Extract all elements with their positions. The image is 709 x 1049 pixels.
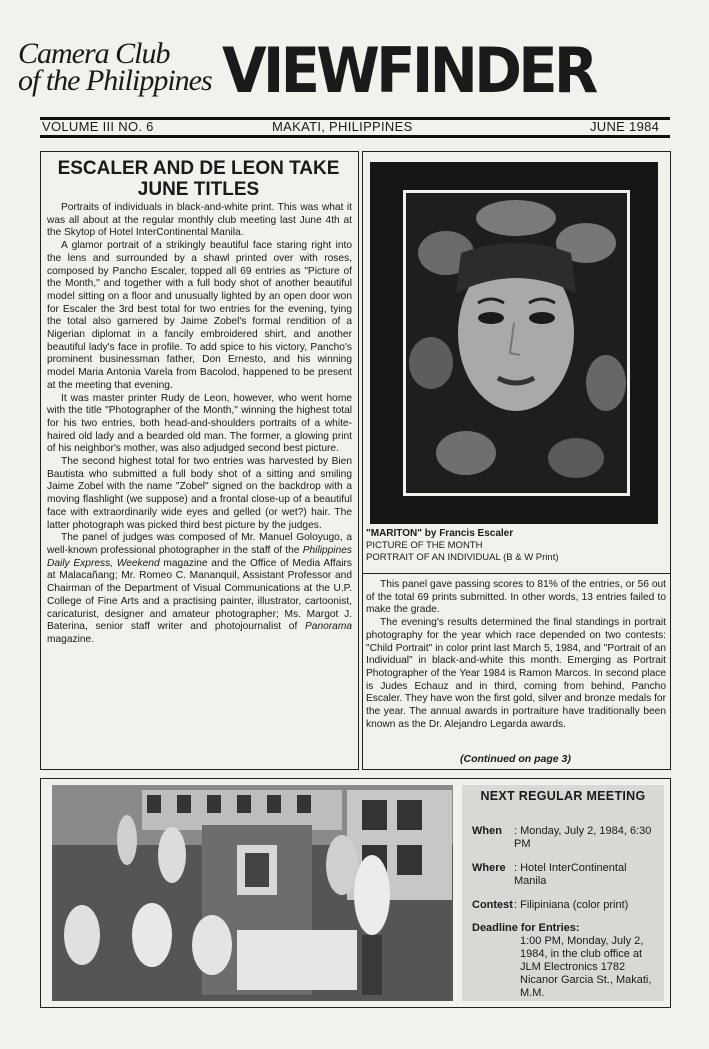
club-name-line2: of the Philippines: [18, 64, 212, 97]
continued-note: (Continued on page 3): [460, 753, 571, 765]
article-paragraph: The evening's results determined the final standings in portrait photography for the year which race depended on two contests: "Child Portrait" in color print last March 5, 1984, and "Portrait of an Individual" in black-and-white this month. Emerging as Portrait Photographer of the Year 1984 is Ramon Marcos. In second place is Judes Echauz and in third, coming from behind, Pancho Escaler. They have won the first gold, silver and bronze medals for the year. The annual awards in portraiture have traditionally been known as the Dr. Alejandro Legarda awards.: [366, 617, 666, 730]
meeting-photo-illustration: [52, 785, 453, 1001]
caption-category: PORTRAIT OF AN INDIVIDUAL (B & W Print): [366, 552, 559, 563]
article-paragraph-judges: The panel of judges was composed of Mr. Manuel Goloyugo, a well-known professional photographer in the staff of the Philippines Daily Express, Weekend magazine and the Office of Media Affairs at Malacañang; Mr. Romeo C. Mananquil, Assistant Professor and Chairman of the Department of Visual Communications at the U.P. College of Fine Arts and a practising painter, illustrator, cartoonist, caricaturist, designer and amateur photographer; Ms. Margot J. Baterina, senior staff writer and photojournalist of Panorama magazine.: [47, 532, 353, 645]
where-label: Where: [472, 862, 506, 874]
deadline-value: 1:00 PM, Monday, July 2, 1984, in the club office at JLM Electronics 1782 Nicanor Garcia St., Makati, M.M.: [520, 935, 652, 999]
newsletter-title: VIEWFINDER: [222, 34, 595, 107]
article-paragraph: Portraits of individuals in black-and-white print. This was what it was all about at the regular monthly club meeting last June 4th at the Skytop of Hotel InterContinental Manila.: [47, 202, 352, 239]
where-value: : Hotel InterContinental Manila: [514, 862, 627, 887]
article-paragraph: This panel gave passing scores to 81% of the entries, or 56 out of the total 69 prints submitted. In other words, 13 entries failed to make the grade.: [366, 579, 666, 616]
volume-number: VOLUME III NO. 6: [42, 119, 154, 134]
contest-label: Contest: [472, 899, 513, 911]
article-paragraph: A glamor portrait of a strikingly beautiful face staring right into the lens and surrounded by a shawl printed over with roses, composed by Pancho Escaler, topped all 69 entries as "Picture of the Month," and together with a full body shot of another beautiful model sitting on a floor and unusually lighted by an open door won for Escaler the 3rd best total for two entries for the evening, tying the total also garnered by Jaime Zobel's formal rendition of a Nigerian diplomat in a fancily embroidered shirt, and another beautiful lady's face in profile. To add spice to his victory, Pancho's prominent businessman father, Don Ernesto, and his winning model Maria Antonia Varela from Bacolod, happened to be present at the meeting that evening.: [47, 240, 352, 391]
club-name: [18, 37, 228, 97]
article-headline: [50, 158, 347, 200]
when-label: When: [472, 825, 502, 837]
photo-caption: [366, 528, 666, 564]
masthead-rule-bottom: [40, 135, 670, 138]
headline-line1: ESCALER AND DE LEON TAKE: [57, 158, 340, 179]
caption-divider: [362, 573, 670, 574]
headline-line2: JUNE TITLES: [137, 179, 260, 200]
club-name-line1: Camera Club: [18, 37, 170, 70]
meeting-photo: [52, 785, 453, 1001]
caption-award: PICTURE OF THE MONTH: [366, 540, 483, 551]
article-paragraph: It was master printer Rudy de Leon, however, who went home with the title "Photographer of the Month," winning the highest total for his two entries, both head-and-shoulders portraits of a white-haired old lady and a bearded old man. The former, a glowing print of his neighbor's mother, was also adjudged second best picture.: [47, 392, 352, 455]
portrait-illustration: [406, 193, 627, 493]
portrait-photo: [403, 190, 630, 496]
article-body: [47, 202, 352, 647]
contest-value: : Filipiniana (color print): [514, 899, 629, 911]
location: MAKATI, PHILIPPINES: [272, 119, 413, 134]
issue-date: JUNE 1984: [590, 119, 660, 134]
deadline-label: Deadline for Entries:: [472, 922, 580, 934]
article-paragraph: The second highest total for two entries was harvested by Bien Bautista who submitted a full body shot of a sitting and smiling Jaime Zobel with the name "Zobel" signed on the backdrop with a moving flashlight (we suppose) and a frontal close-up of a beautiful face with extraordinarily wide eyes and gelled (or wet?) hair. The latter photograph was picked third best picture by the judges.: [47, 456, 352, 531]
article-continuation: [366, 579, 666, 731]
when-value: : Monday, July 2, 1984, 6:30 PM: [514, 825, 652, 850]
meeting-title: NEXT REGULAR MEETING: [480, 789, 646, 803]
caption-title: "MARITON" by Francis Escaler: [366, 528, 514, 539]
